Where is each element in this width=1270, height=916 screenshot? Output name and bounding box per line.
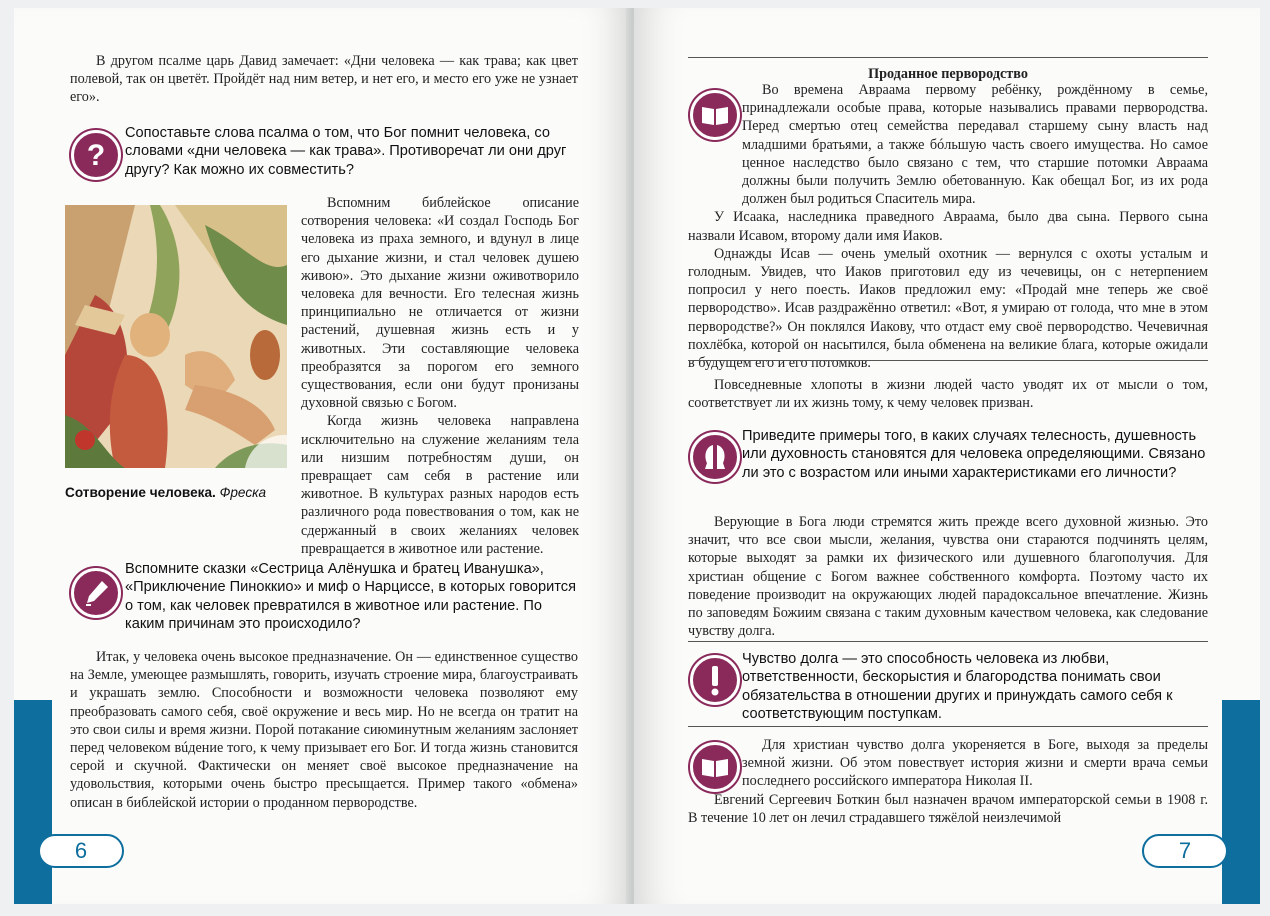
box-top-rule bbox=[688, 57, 1208, 58]
page-number-left: 6 bbox=[38, 834, 124, 868]
box-bottom-rule bbox=[688, 360, 1208, 361]
definition-top-rule bbox=[688, 641, 1208, 642]
exclamation-icon bbox=[690, 655, 740, 705]
psalm-intro: В другом псалме царь Давид замечает: «Дни человека — как трава; как цвет полевой, так он цветёт. Пройдёт над ним ветер, и нет его, и место его уже не узнает его». bbox=[70, 53, 578, 106]
box-title: Проданное первородство bbox=[868, 66, 1028, 82]
left-page bbox=[14, 8, 632, 904]
page-number-right: 7 bbox=[1142, 834, 1228, 868]
caption-title: Сотворение человека. bbox=[65, 485, 216, 500]
pen-icon bbox=[71, 568, 121, 618]
definition-bottom-rule bbox=[688, 726, 1208, 727]
fresco-caption bbox=[65, 485, 266, 500]
believers-text: Верующие в Бога люди стремятся жить прежде всего духовной жизнью. Это значит, что все свои мысли, желания, чувства они стараются подчинять целям, которые выходят за рамки их физического или душевного благополучия. Для христиан общение с Богом важнее собственного комфорта. Поэтому часто их поведение производит на окружающих людей парадоксальное впечатление. Жизнь по заповедям Божиим связана с таким духовным качеством человека, как следование чувству долга. bbox=[688, 514, 1208, 640]
question-fairytales: Вспомните сказки «Сестрица Алёнушка и братец Иванушка», «Приключение Пиноккио» и миф о Нарциссе, в которых говорится о том, как человек превратился в животное или растение. По каким причинам это происходило? bbox=[125, 561, 576, 633]
faces-icon bbox=[690, 432, 740, 482]
birthright-story: Во времена Авраама первому ребёнку, рождённому в семье, принадлежали особые права, которые назывались правами первородства. Перед смертью отец семейства передавал старшему сыну власть над младшими братьями, а также бóльшую часть своего имущества. Но самое ценное наследство было связано с тем, что старшие потомки Авраама должны были получить Землю обетованную. Как обещал Бог, из их рода должен был родиться Спаситель мира. У Исаака, наследника праведного Авраама, было два сына. Первого сына назвали Исавом, второму дали имя Иаков. Однажды Исав — очень умелый охотник — вернулся с охоты усталым и голодным. Увидев, что Иаков приготовил еду из чечевицы, он с нетерпением попросил у него поесть. Иаков предложил ему: «Продай мне теперь же своё первородство». Исав раздражённо ответил: «Вот, я умираю от голода, что мне в этом первородстве?» Он поклялся Иакову, что отдаст ему своё первородство. Чечевичная похлёбка, которой он насытился, была обменена на великие блага, которые ожидали в будущем его и его потомков. bbox=[688, 82, 1208, 372]
question-icon bbox=[71, 130, 121, 180]
creation-text: Вспомним библейское описание сотворения человека: «И создал Господь Бог человека из праха земного, и вдунул в лице его дыхание жизни, и стал человек душею живою». Это дыхание жизни оживотворило человека для вечности. Его телесная жизнь принципиально не отличается от жизни растений, душевная жизнь есть и у животных. Эти составляющие человека преобразятся за порогом его земного существования, если они будут пронизаны духовной связью с Богом. Когда жизнь человека направлена исключительно на служение желаниям тела или низшим потребностям души, он превращает сам себя в растение или животное. В культурах разных народов есть различного рода повествования о том, как не сдержанный в своих желаниях человек превращается в животное или растение. bbox=[301, 195, 579, 557]
daily-cares-text: Повседневные хлопоты в жизни людей часто уводят их от мысли о том, соответствует ли их жизнь тому, к чему человек призван. bbox=[688, 377, 1208, 412]
caption-type: Фреска bbox=[219, 485, 267, 500]
duty-definition: Чувство долга — это способность человека из любви, ответственности, бескорыстия и благородства понимать свои обязательства в отношении других и принуждать самого себя к соответствующим поступкам. bbox=[742, 651, 1173, 723]
botkin-story: Для христиан чувство долга укореняется в Боге, выходя за пределы земной жизни. Об этом повествует история жизни и смерти врача семьи последнего российского императора Николая II. Евгений Сергеевич Боткин был назначен врачом императорской семьи в 1908 г. В течение 10 лет он лечил страдавшего тяжёлой неизлечимой bbox=[688, 737, 1208, 826]
fresco-creation-image bbox=[65, 205, 287, 468]
left-page-edge-bar bbox=[14, 700, 52, 904]
purpose-text: Итак, у человека очень высокое предназначение. Он — единственное существо на Земле, умеющее размышлять, говорить, изучать строение мира, благоустраивать и украшать землю. Способности и возможности человека позволяют ему преобразовать самого себя, своё окружение и весь мир. Но не всегда он тратит на это свои силы и время жизни. Порой потакание сиюминутным желаниям заслоняет перед человеком вúдение того, к чему призывает его Бог. И тогда жизнь становится серой и скучной. Фактически он меняет своё высокое предназначение на удовольствия, которыми очень быстро пресыщается. Пример такого «обмена» описан в библейской истории о проданном первородстве. bbox=[70, 649, 578, 811]
question-examples: Приведите примеры того, в каких случаях телесность, душевность или духовность становятся для человека определяющими. Связано ли это с возрастом или иными характеристиками его личности? bbox=[742, 428, 1206, 481]
right-page-edge-bar bbox=[1222, 700, 1260, 904]
book-spread bbox=[14, 8, 1260, 904]
svg-text:?: ? bbox=[86, 139, 106, 172]
question-psalm: Сопоставьте слова псалма о том, что Бог помнит человека, со словами «дни человека — как трава». Противоречат ли они друг другу? Как можно их совместить? bbox=[125, 125, 567, 178]
